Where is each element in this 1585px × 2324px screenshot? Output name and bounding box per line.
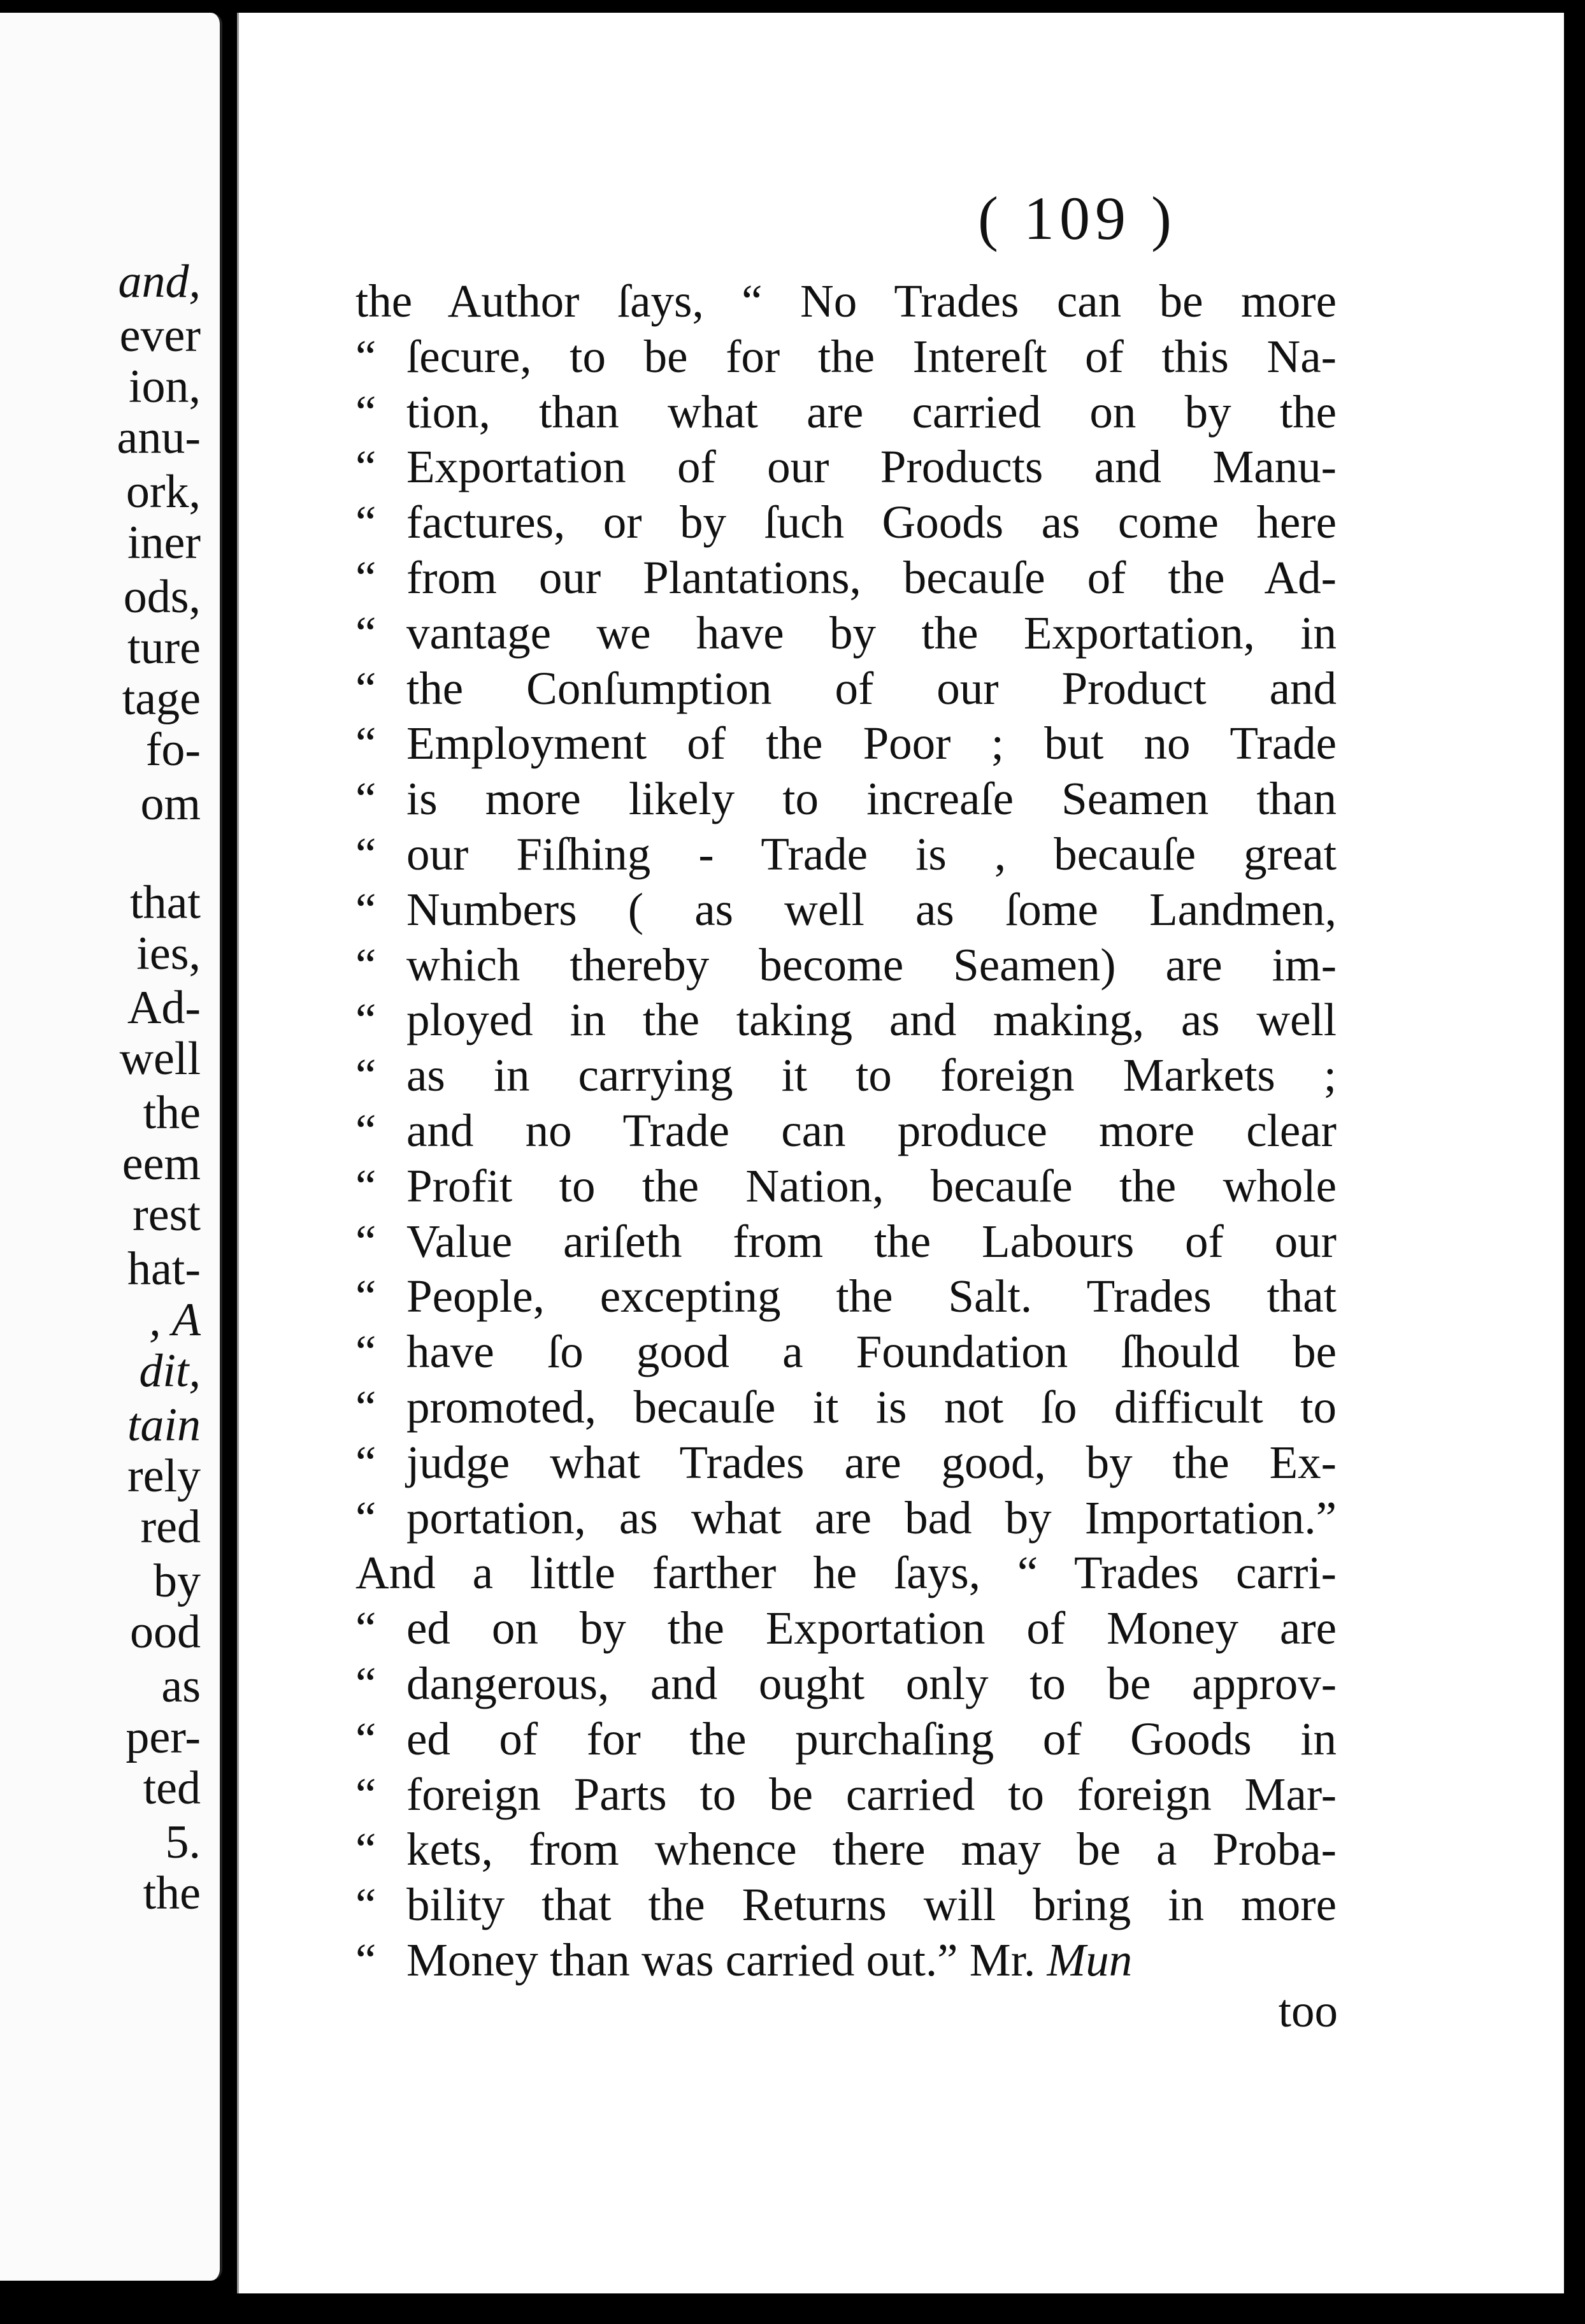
line-text: People, excepting the Salt. Trades that [406,1270,1337,1323]
text-line [355,329,1337,385]
line-text: and no Trade can produce more clear [406,1104,1337,1156]
text-line [355,1712,1337,1767]
text-line [355,274,1337,329]
italic-name: Mun [1047,1933,1133,1986]
left-page-edge [0,13,222,2281]
left-page-fragment: anu- [117,412,201,464]
text-line [355,993,1337,1048]
quote-mark: “ [355,1215,377,1267]
quote-mark: “ [355,938,377,991]
quote-mark: “ [355,551,377,603]
line-text: ed on by the Exportation of Money are [406,1602,1337,1654]
left-page-fragment: per- [126,1711,201,1763]
text-line [355,1933,1337,1988]
quote-mark: “ [355,606,377,659]
text-line [355,771,1337,827]
text-line [355,1048,1337,1103]
left-page-fragment: rely [127,1450,201,1502]
text-line [355,1435,1337,1491]
quote-mark: “ [355,1602,377,1654]
quote-mark: “ [355,1879,377,1931]
left-page-fragment: the [143,1087,201,1139]
text-line [355,1767,1337,1823]
quote-mark: “ [355,1657,377,1709]
quote-mark: “ [355,1049,377,1101]
line-text: is more likely to increaſe Seamen than [406,773,1337,825]
left-page-fragment: the [143,1867,201,1919]
text-line [355,1214,1337,1270]
quote-mark: “ [355,1823,377,1876]
text-line [355,882,1337,938]
line-text: Money than was carried out.” Mr. Mun [406,1933,1133,1986]
line-text: promoted, becauſe it is not ſo difficult to [406,1381,1337,1433]
left-page-fragment: by [154,1555,201,1607]
quote-mark: “ [355,1436,377,1488]
line-text: bility that the Returns will bring in more [406,1879,1337,1931]
page [237,13,1564,2293]
line-text: Value ariſeth from the Labours of our [406,1215,1337,1267]
line-text: portation, as what are bad by Importation.” [406,1491,1337,1544]
left-page-fragment: ork, [126,466,201,518]
text-line [355,716,1337,771]
text-line [355,1877,1337,1933]
left-page-fragment: rest [133,1189,201,1241]
quote-mark: “ [355,496,377,549]
line-text: dangerous, and ought only to be approv- [406,1657,1337,1709]
text-line [355,1159,1337,1214]
left-page-fragment: tain [127,1399,201,1451]
quote-mark: “ [355,1270,377,1323]
quote-mark: “ [355,1768,377,1820]
quote-mark: “ [355,662,377,714]
quote-mark: “ [355,441,377,493]
line-text: kets, from whence there may be a Proba- [406,1823,1337,1876]
left-page-fragment: eem [122,1138,201,1190]
text-line [355,440,1337,495]
left-page-fragment: iner [127,517,201,569]
line-text: And a little farther he ſays, “ Trades carri- [355,1547,1337,1599]
left-page-fragment: well [119,1033,201,1085]
text-line [355,827,1337,882]
line-text: our Fiſhing - Trade is , becauſe great [406,828,1337,880]
page-number: ( 109 ) [978,184,1177,252]
left-page-fragment: as [161,1660,201,1712]
left-page-fragment: red [140,1501,201,1553]
line-text: Profit to the Nation, becauſe the whole [406,1159,1337,1212]
line-text: ed of for the purchaſing of Goods in [406,1712,1337,1765]
text-line [355,1601,1337,1656]
line-text: have ſo good a Foundation ſhould be [406,1326,1337,1378]
quote-mark: “ [355,883,377,935]
text-line [355,1491,1337,1546]
text-line [355,1546,1337,1601]
line-text: as in carrying it to foreign Markets ; [406,1049,1337,1101]
text-line [355,550,1337,606]
line-text: ſecure, to be for the Intereſt of this Na- [406,330,1337,382]
text-line [355,1822,1337,1877]
quote-mark: “ [355,1933,377,1986]
left-page-fragment: ever [119,310,201,362]
left-page-fragment: tage [122,673,201,725]
quote-mark: “ [355,1491,377,1544]
line-text: judge what Trades are good, by the Ex- [406,1436,1337,1488]
line-text: Exportation of our Products and Manu- [406,441,1337,493]
quote-mark: “ [355,828,377,880]
text-line [355,1103,1337,1159]
text-line [355,385,1337,440]
text-line [355,1380,1337,1435]
line-text: the Conſumption of our Product and [406,662,1337,714]
line-text: which thereby become Seamen) are im- [406,938,1337,991]
left-page-fragment: ion, [128,361,201,413]
text-line [355,1656,1337,1712]
quote-mark: “ [355,330,377,382]
left-page-fragment: ood [130,1606,201,1658]
line-text: the Author ſays, “ No Trades can be more [355,275,1337,327]
text-line [355,606,1337,661]
line-text: Numbers ( as well as ſome Landmen, [406,883,1337,935]
quote-mark: “ [355,1381,377,1433]
quote-mark: “ [355,1159,377,1212]
line-text: foreign Parts to be carried to foreign Mar- [406,1768,1337,1820]
left-page-fragment: that [130,877,201,929]
left-page-fragment: 5. [165,1816,201,1869]
left-page-fragment: ods, [123,571,201,623]
text-line [355,495,1337,550]
left-page-fragment: hat- [127,1243,201,1295]
line-text: tion, than what are carried on by the [406,385,1337,438]
text-line [355,661,1337,717]
quote-mark: “ [355,1712,377,1765]
left-page-fragment: om [140,778,201,830]
left-page-fragment: fo- [145,724,201,776]
left-page-fragment: ted [143,1762,201,1814]
quote-mark: “ [355,385,377,438]
line-text: factures, or by ſuch Goods as come here [406,496,1337,549]
left-page-fragment: and, [118,255,201,308]
left-page-fragment: Ad- [127,982,201,1034]
catchword: too [1278,1985,1338,2037]
left-page-fragment: ies, [136,928,201,980]
quote-mark: “ [355,773,377,825]
line-text: from our Plantations, becauſe of the Ad- [406,551,1337,603]
line-text: vantage we have by the Exportation, in [406,606,1337,659]
text-line [355,938,1337,993]
left-page-fragment: ture [127,622,201,674]
quote-mark: “ [355,994,377,1046]
quote-mark: “ [355,717,377,770]
text-line [355,1324,1337,1380]
body-text [355,274,1337,1988]
quote-mark: “ [355,1104,377,1156]
text-line [355,1269,1337,1324]
quote-mark: “ [355,1326,377,1378]
line-text: Employment of the Poor ; but no Trade [406,717,1337,770]
line-text: ployed in the taking and making, as well [406,994,1337,1046]
left-page-fragment: , A [149,1294,201,1346]
left-page-fragment: dit, [139,1345,201,1397]
